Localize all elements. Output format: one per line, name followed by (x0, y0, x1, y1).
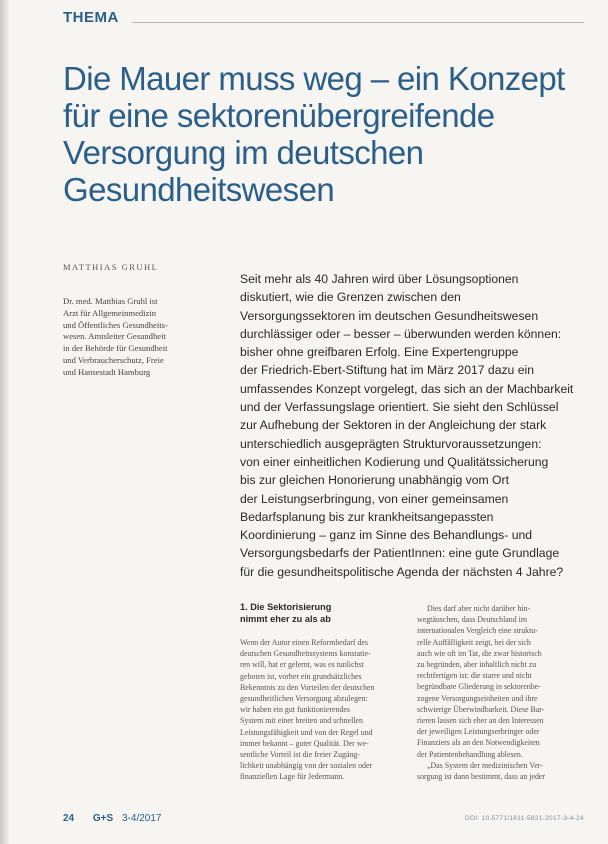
lead-line: und der Verfassungslage orientiert. Sie sieht den Schlüssel (240, 400, 559, 415)
section-rule (132, 22, 584, 23)
section-heading-line: 1. Die Sektorisierung (240, 602, 332, 612)
lead-line: Koordinierung – ganz im Sinne des Behandlungs- und (240, 528, 533, 543)
section-heading (240, 602, 400, 625)
article-headline: Die Mauer muss weg – ein Konzept für eine sektorenübergreifende Versorgung im deutschen Gesundheitswesen (63, 60, 565, 208)
body-line: auch wie oft im Tat, die zwar historisch (417, 648, 542, 658)
body-line: sentliche Vorteil ist die freier Zugäng- (240, 750, 361, 760)
body-line: sorgung ist dann bestimmt, dass an jeder (417, 772, 546, 782)
body-line: wegtäuschen, dass Deutschland im (417, 615, 528, 625)
body-line: zu begründen, aber inhaltlich nicht zu (417, 660, 537, 670)
body-line: wir haben ein gut funktionierendes (240, 705, 350, 715)
body-line: begründbare Gliederung in sektorenbe- (417, 682, 541, 692)
body-line: immer bekannt – guter Qualität. Der we- (240, 738, 369, 748)
journal-name: G+S (92, 813, 114, 824)
bio-line: wesen. Amtsleiter Gesundheit (63, 331, 166, 342)
section-heading-line: nimmt eher zu als ab (240, 613, 331, 624)
page-folio (63, 813, 161, 824)
body-line: geboten ist, vorher ein grundsätzliches (240, 671, 362, 681)
lead-line: Seit mehr als 40 Jahren wird über Lösungsoptionen (240, 272, 519, 286)
bio-line: und Verbraucherschutz, Freie (63, 354, 164, 365)
article-lead (240, 270, 580, 581)
page-gutter-shadow (0, 0, 10, 844)
lead-line: umfassendes Konzept vorgelegt, das sich an der Machbarkeit (240, 381, 574, 396)
body-line: internationalen Vergleich eine struktu- (417, 626, 538, 636)
bio-line: Arzt für Allgemeinmedizin (63, 307, 157, 318)
lead-line: der Leistungserbringung, von einer gemeinsamen (240, 491, 509, 506)
page-number: 24 (63, 813, 75, 824)
lead-line: zur Aufhebung der Sektoren in der Angleichung der stark (240, 418, 547, 433)
journal-issue: 3-4/2017 (121, 813, 162, 824)
lead-line: bisher ohne greifbaren Erfolg. Eine Expertengruppe (240, 345, 519, 360)
lead-line: von einer einheitlichen Kodierung und Qualitätssicherung (240, 454, 549, 469)
body-line: zogene Versorgungseinheiten und ihre (417, 693, 538, 703)
body-column-left (240, 637, 406, 783)
body-line: Dies darf aber nicht darüber hin- (427, 604, 531, 613)
lead-line: für die gesundheitspolitische Agenda der nächsten 4 Jahre? (240, 564, 564, 579)
section-label: THEMA (63, 9, 119, 26)
body-line: relle Auffälligkeit zeigt, bei der sich (417, 637, 531, 647)
lead-line: Versorgungsbedarfs der PatientInnen: eine gute Grundlage (240, 546, 560, 561)
bio-line: Dr. med. Matthias Gruhl ist (63, 296, 158, 306)
body-line: der jeweiligen Leistungserbringer oder (417, 727, 540, 737)
bio-line: und Öffentliches Gesundheits- (63, 319, 168, 330)
body-line: schwierige Überwindbarkeit. Diese Bar- (417, 704, 545, 714)
bio-line: in der Behörde für Gesundheit (63, 343, 168, 354)
author-bio (63, 296, 215, 379)
lead-line: bis zur gleichen Honorierung unabhängig vom Ort (240, 473, 509, 488)
body-line: „Das System der medizinischen Ver- (427, 760, 543, 770)
body-line: finanziellen Lage für Jedermann. (240, 772, 345, 782)
body-line: Finanziers als an den Notwendigkeiten (417, 738, 540, 748)
lead-line: Bedarfsplanung bis zur krankheitsangepassten (240, 509, 494, 524)
lead-line: Versorgungssektoren im deutschen Gesundheitswesen (240, 308, 539, 323)
footer-doi: DOI: 10.5771/1611-5821-2017-3-4-24 (465, 815, 584, 822)
author-name: MATTHIAS GRUHL (63, 262, 159, 272)
bio-line: und Hansestadt Hamburg (63, 366, 151, 377)
body-line: lichkeit unabhängig von der sozialen oder (240, 761, 373, 771)
lead-line: diskutiert, wie die Grenzen zwischen den (240, 290, 461, 305)
body-line: deutschen Gesundheitssystems konstatie- (240, 649, 371, 659)
body-line: der Patientenbehandlung ablesen. (417, 749, 523, 759)
body-line: rieren lassen sich eher an den Interessen (417, 716, 544, 726)
body-line: gesundheitlichen Versorgung abzulegen: (240, 694, 368, 704)
body-column-right (417, 603, 583, 782)
lead-line: unterschiedlich ausgeprägten Strukturvoraussetzungen: (240, 436, 542, 451)
body-line: Bekenntnis zu den Vorteilen der deutschen (240, 682, 375, 692)
body-line: Wenn der Autor einen Reformbedarf des (240, 638, 368, 647)
body-line: ren will, hat er gelernt, was es tunlichst (240, 660, 364, 670)
body-line: System mit einer breiten und schnellen (240, 716, 363, 726)
body-line: rechtfertigen ist: die starre und nicht (417, 671, 532, 681)
lead-line: durchlässiger oder – besser – überwunden werden können: (240, 326, 562, 341)
lead-line: der Friedrich-Ebert-Stiftung hat im März 2017 dazu ein (240, 363, 534, 378)
body-line: Leistungsfähigkeit und von der Regel und (240, 727, 373, 737)
